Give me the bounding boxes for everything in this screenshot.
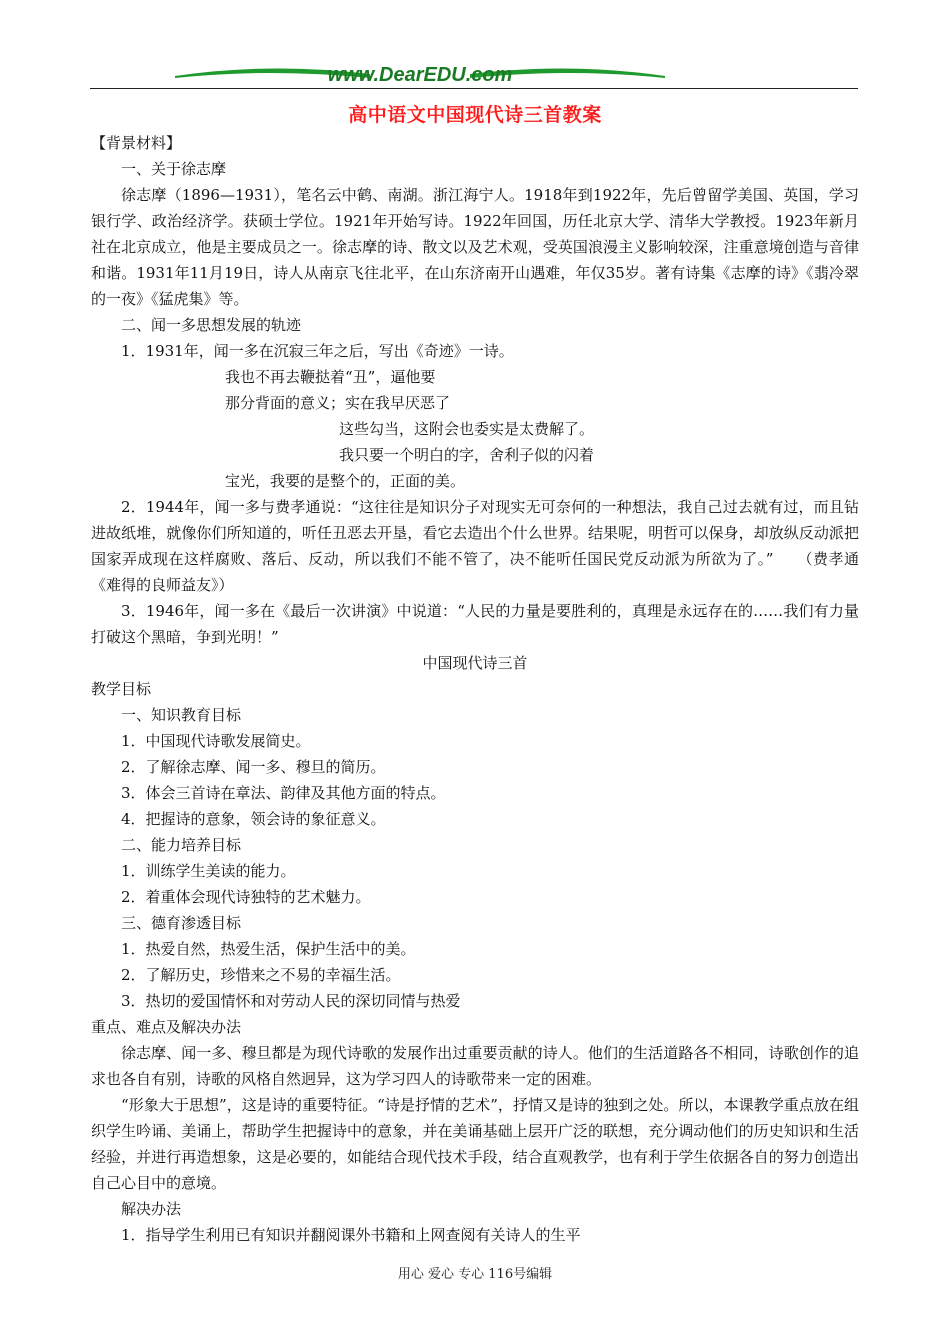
goal3-item: 1．热爱自然，热爱生活，保护生活中的美。 [121, 940, 416, 958]
poem-line-4: 我只要一个明白的字，舍利子似的闪着 [339, 446, 595, 464]
wen-heading: 二、闻一多思想发展的轨迹 [121, 316, 302, 334]
xu-paragraph: 徐志摩（1896—1931），笔名云中鹤、南湖。浙江海宁人。1918年到1922年，先后曾留学美国、英国，学习银行学、政治经济学。获硕士学位。1921年开始写诗。1922年回国，历任北京大学、清华大学教授。1923年新月社在北京成立，他是主要成员之一。徐志摩的诗、散文以及艺术观，受英国浪漫主义影响较深，注重意境创造与音律和谐。1931年11月19日，诗人从南京飞往北平，在山东济南开山遇难，年仅35岁。著有诗集《志摩的诗》《翡冷翠的一夜》《猛虎集》等。 [91, 186, 859, 308]
goal1-heading: 一、知识教育目标 [121, 706, 242, 724]
wen-item-1: 1．1931年，闻一多在沉寂三年之后，写出《奇迹》一诗。 [121, 342, 514, 360]
wen-item-3: 3．1946年，闻一多在《最后一次讲演》中说道：“人民的力量是要胜利的，真理是永远存在的……我们有力量打破这个黑暗，争到光明！” [91, 602, 859, 646]
poem-line-1: 我也不再去鞭挞着“丑”，逼他要 [225, 368, 436, 386]
goal1-item: 1．中国现代诗歌发展简史。 [121, 732, 311, 750]
wen-item-2: 2．1944年，闻一多与费孝通说：“这往往是知识分子对现实无可奈何的一种想法，我自己过去就有过，而且钻进故纸堆，就像你们所知道的，听任丑恶去开垦，看它去造出个什么世界。结果呢，明哲可以保身，却放纵反动派把国家弄成现在这样腐败、落后、反动，所以我们不能不管了，决不能听任国民党反动派为所欲为了。” （费孝通《难得的良师益友》） [91, 498, 859, 594]
header-divider [90, 88, 858, 89]
goals-label: 教学目标 [91, 680, 152, 698]
goal2-item: 2．着重体会现代诗独特的艺术魅力。 [121, 888, 371, 906]
goal3-item: 2．了解历史，珍惜来之不易的幸福生活。 [121, 966, 401, 984]
solve-label: 解决办法 [121, 1200, 182, 1218]
solve-item-1: 1．指导学生利用已有知识并翻阅课外书籍和上网查阅有关诗人的生平 [121, 1226, 581, 1244]
goal3-item: 3．热切的爱国情怀和对劳动人民的深切同情与热爱 [121, 992, 461, 1010]
section-center-title: 中国现代诗三首 [422, 654, 528, 672]
goal2-item: 1．训练学生美读的能力。 [121, 862, 296, 880]
xu-heading: 一、关于徐志摩 [121, 160, 227, 178]
poem-line-3: 这些勾当，这附会也委实是太费解了。 [339, 420, 595, 438]
goal1-item: 2．了解徐志摩、闻一多、穆旦的简历。 [121, 758, 386, 776]
goal1-item: 3．体会三首诗在章法、韵律及其他方面的特点。 [121, 784, 446, 802]
page-title: 高中语文中国现代诗三首教案 [348, 104, 602, 126]
goal2-heading: 二、能力培养目标 [121, 836, 242, 854]
poem-line-5: 宝光，我要的是整个的，正面的美。 [225, 472, 466, 490]
background-label: 【背景材料】 [91, 134, 182, 152]
key-paragraph-2: “形象大于思想”，这是诗的重要特征。“诗是抒情的艺术”，抒情又是诗的独到之处。所以，本课教学重点放在组织学生吟诵、美诵上，帮助学生把握诗中的意象，并在美诵基础上层开广泛的联想，充分调动他们的历史知识和生活经验，并进行再造想象，这是必要的，如能结合现代技术手段，结合直观教学，也有利于学生依据各自的努力创造出自己心目中的意境。 [91, 1096, 859, 1192]
key-paragraph-1: 徐志摩、闻一多、穆旦都是为现代诗歌的发展作出过重要贡献的诗人。他们的生活道路各不相同，诗歌创作的追求也各自有别，诗歌的风格自然迥异，这为学习四人的诗歌带来一定的困难。 [91, 1044, 859, 1088]
key-points-label: 重点、难点及解决办法 [91, 1018, 242, 1036]
goal3-heading: 三、德育渗透目标 [121, 914, 242, 932]
site-logo [170, 60, 670, 88]
goal1-item: 4．把握诗的意象，领会诗的象征意义。 [121, 810, 386, 828]
document-body [91, 130, 859, 1248]
poem-line-2: 那分背面的意义；实在我早厌恶了 [225, 394, 451, 412]
page-footer: 用心 爱心 专心 116号编辑 [397, 1267, 553, 1282]
logo-text: www.DearEDU.com [327, 64, 513, 86]
